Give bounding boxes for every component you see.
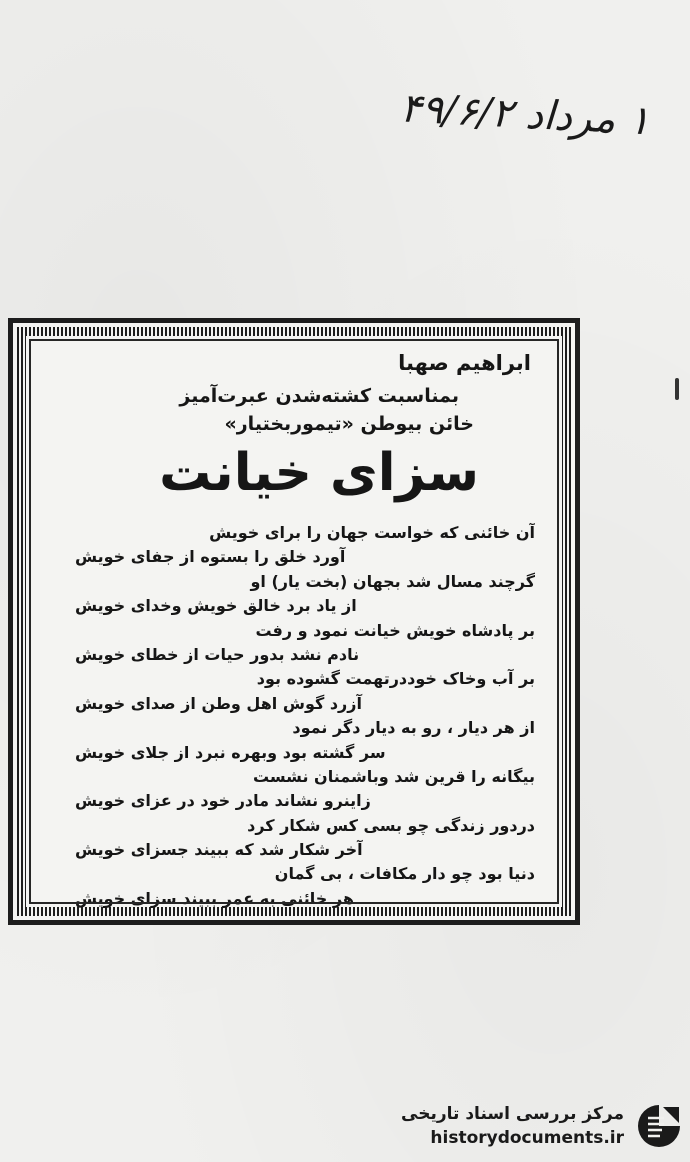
- poem-line: بیگانه را قرین شد وباشمنان نشست: [252, 766, 535, 786]
- newspaper-clipping: [8, 318, 580, 925]
- document-center-logo-icon: [634, 1102, 684, 1150]
- poem-line: آزرد گوش اهل وطن از صدای خویش: [75, 693, 362, 713]
- poem-line: آخر شکار شد که ببیند جسزای خویش: [75, 840, 363, 860]
- poem-line: از یاد برد خالق خویش وخدای خویش: [75, 596, 357, 616]
- poem: [75, 521, 535, 911]
- author-name: ابراهیم صهبا: [398, 351, 531, 375]
- poem-line: آن خائنی که خواست جهان را برای خویش: [209, 523, 535, 542]
- subtitle-line-2: خائن بیوطن «تیموربختیار»: [224, 413, 474, 435]
- watermark-org-name: مرکز بررسی اسناد تاریخی: [401, 1104, 624, 1124]
- subtitle-line-1: بمناسبت کشته‌شدن عبرت‌آمیز: [179, 385, 459, 407]
- poem-line: هر خائنی به عمر ببیند سزای خویش: [75, 888, 354, 908]
- watermark: [401, 1098, 684, 1154]
- poem-line: بر آب وخاک خوددرتهمت گشوده بود: [256, 669, 535, 689]
- poem-line: دردور زندگی چو بسی کس شکار کرد: [247, 815, 535, 835]
- handwritten-date: ۱ مرداد ۴۹/۶/۲: [398, 85, 651, 145]
- watermark-url: historydocuments.ir: [430, 1128, 624, 1148]
- clipping-content: [39, 345, 549, 908]
- poem-line: سر گشته بود وبهره نبرد از جلای خویش: [75, 742, 386, 762]
- poem-line: زاینرو نشاند مادر خود در عزای خویش: [75, 791, 371, 811]
- margin-mark: [675, 378, 679, 400]
- poem-line: گرچند مسال شد بجهان (بخت یار) او: [250, 571, 535, 591]
- poem-line: بر پادشاه خویش خیانت نمود و رفت: [255, 620, 535, 640]
- poem-line: دنیا بود چو دار مکافات ، بی گمان: [274, 864, 535, 884]
- poem-line: از هر دیار ، رو به دیار دگر نمود: [292, 718, 535, 738]
- poem-line: نادم نشد بدور حیات از خطای خویش: [75, 644, 360, 664]
- poem-title: سزای خیانت: [159, 443, 479, 503]
- poem-line: آورد خلق را بستوه از جفای خویش: [75, 547, 346, 567]
